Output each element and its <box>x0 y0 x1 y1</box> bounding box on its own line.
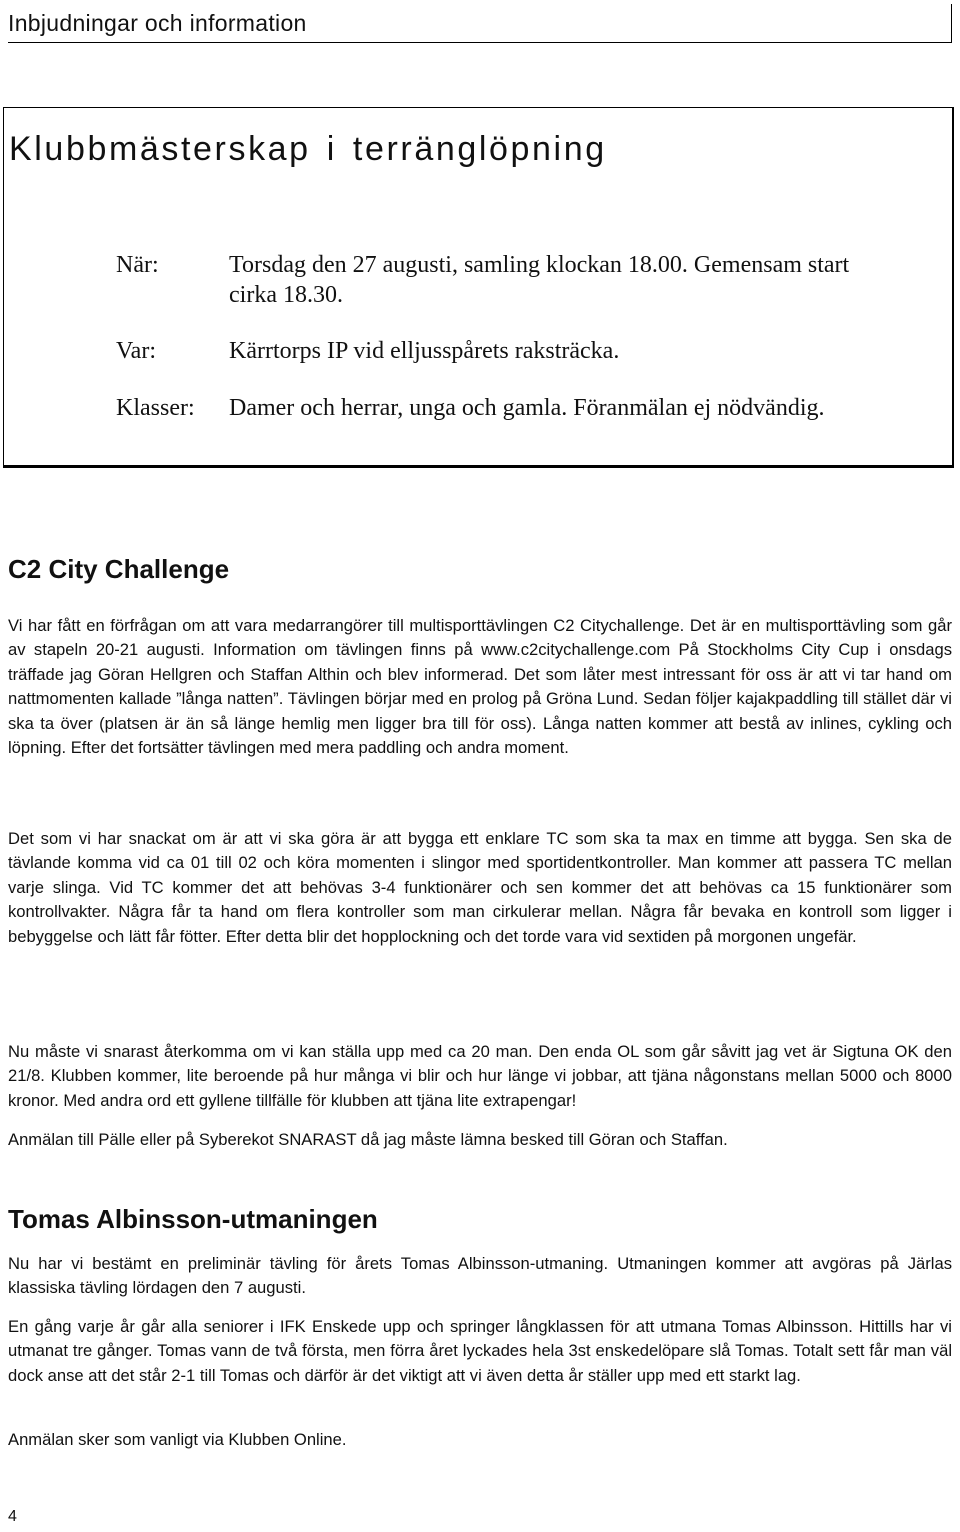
klubbmasterskap-heading: Klubbmästerskap i terränglöpning <box>9 130 607 168</box>
tomas-paragraph-3: Anmälan sker som vanligt via Klubben Online. <box>8 1430 347 1449</box>
page-number: 4 <box>8 1508 17 1525</box>
tomas-paragraph-1: Nu har vi bestämt en preliminär tävling för årets Tomas Albinsson-utmaning. Utmaningen kommer att avgöras på Järlas klassiska tävling lördagen den 7 augusti. <box>8 1254 952 1298</box>
info-label-klasser: Klasser: <box>116 395 195 421</box>
c2-paragraph-3: Nu måste vi snarast återkomma om vi kan ställa upp med ca 20 man. Den enda OL som går såvitt jag vet är Sigtuna OK den 21/8. Klubben kommer, lite beroende på hur många vi blir och hur länge vi jobbar, att tjäna någonstans mellan 5000 och 8000 kronor. Med andra ord ett gyllene tillfälle för klubben att tjäna lite extrapengar! <box>8 1042 952 1110</box>
info-value-klasser: Damer och herrar, unga och gamla. Föranmälan ej nödvändig. <box>229 395 825 421</box>
info-value-var: Kärrtorps IP vid elljusspårets raksträcka. <box>229 338 620 364</box>
page-header <box>8 4 952 43</box>
info-value-nar: Torsdag den 27 augusti, samling klockan 18.00. Gemensam start cirka 18.30. <box>229 252 850 308</box>
c2-paragraph-1: Vi har fått en förfrågan om att vara medarrangörer till multisporttävlingen C2 Citychallenge. Det är en multisporttävling som går av stapeln 20-21 augusti. Information om tävlingen finns på www.c2citychallenge.com På Stockholms City Cup i onsdags träffade jag Göran Hellgren och Staffan Althin och blev informerad. Det som låter mest intressant för oss är att vi tar hand om nattmomenten kallade ”långa natten”. Tävlingen börjar med en prolog på Gröna Lund. Sedan följer kajakpaddling till stället där vi ska ta över (platsen är än så länge hemlig men ligger bra till för oss). Långa natten kommer att bestå av inlines, cykling och löpning. Efter det fortsätter tävlingen med mera paddling och andra moment. <box>8 616 952 758</box>
c2-heading: C2 City Challenge <box>8 554 230 584</box>
info-label-nar: När: <box>116 252 159 278</box>
tomas-heading: Tomas Albinsson-utmaningen <box>8 1204 378 1234</box>
header-divider <box>951 4 952 42</box>
c2-paragraph-2: Det som vi har snackat om är att vi ska göra är att bygga ett enklare TC som ska ta max en timme att bygga. Sen ska de tävlande komma vid ca 01 till 02 och köra momenten i slingor med sportidentkontroller. Man kommer att passera TC mellan varje slinga. Vid TC kommer det att behövas 3-4 funktionärer och sen kommer det att behövas ca 15 funktionärer som kontrollvakter. Några får ta hand om flera kontroller som man cirkulerar mellan. Några får bevaka en kontroll som ligger i bebyggelse och lätt får fötter. Efter detta blir det hopplockning och det torde vara vid sextiden på morgonen ungefär. <box>8 829 952 946</box>
page-header-title: Inbjudningar och information <box>8 10 307 36</box>
c2-paragraph-4: Anmälan till Pälle eller på Syberekot SNARAST då jag måste lämna besked till Göran och Staffan. <box>8 1130 728 1149</box>
info-label-var: Var: <box>116 338 156 364</box>
tomas-paragraph-2: En gång varje år går alla seniorer i IFK Enskede upp och springer långklassen för att utmana Tomas Albinsson. Hittills har vi utmanat tre gånger. Tomas vann de två första, men förra året lyckades hela 3st enskedelöpare slå Tomas. Totalt sett får man väl dock anse att det står 2-1 till Tomas och därför är det viktigt att vi även detta år ställer upp med ett starkt lag. <box>8 1317 952 1385</box>
